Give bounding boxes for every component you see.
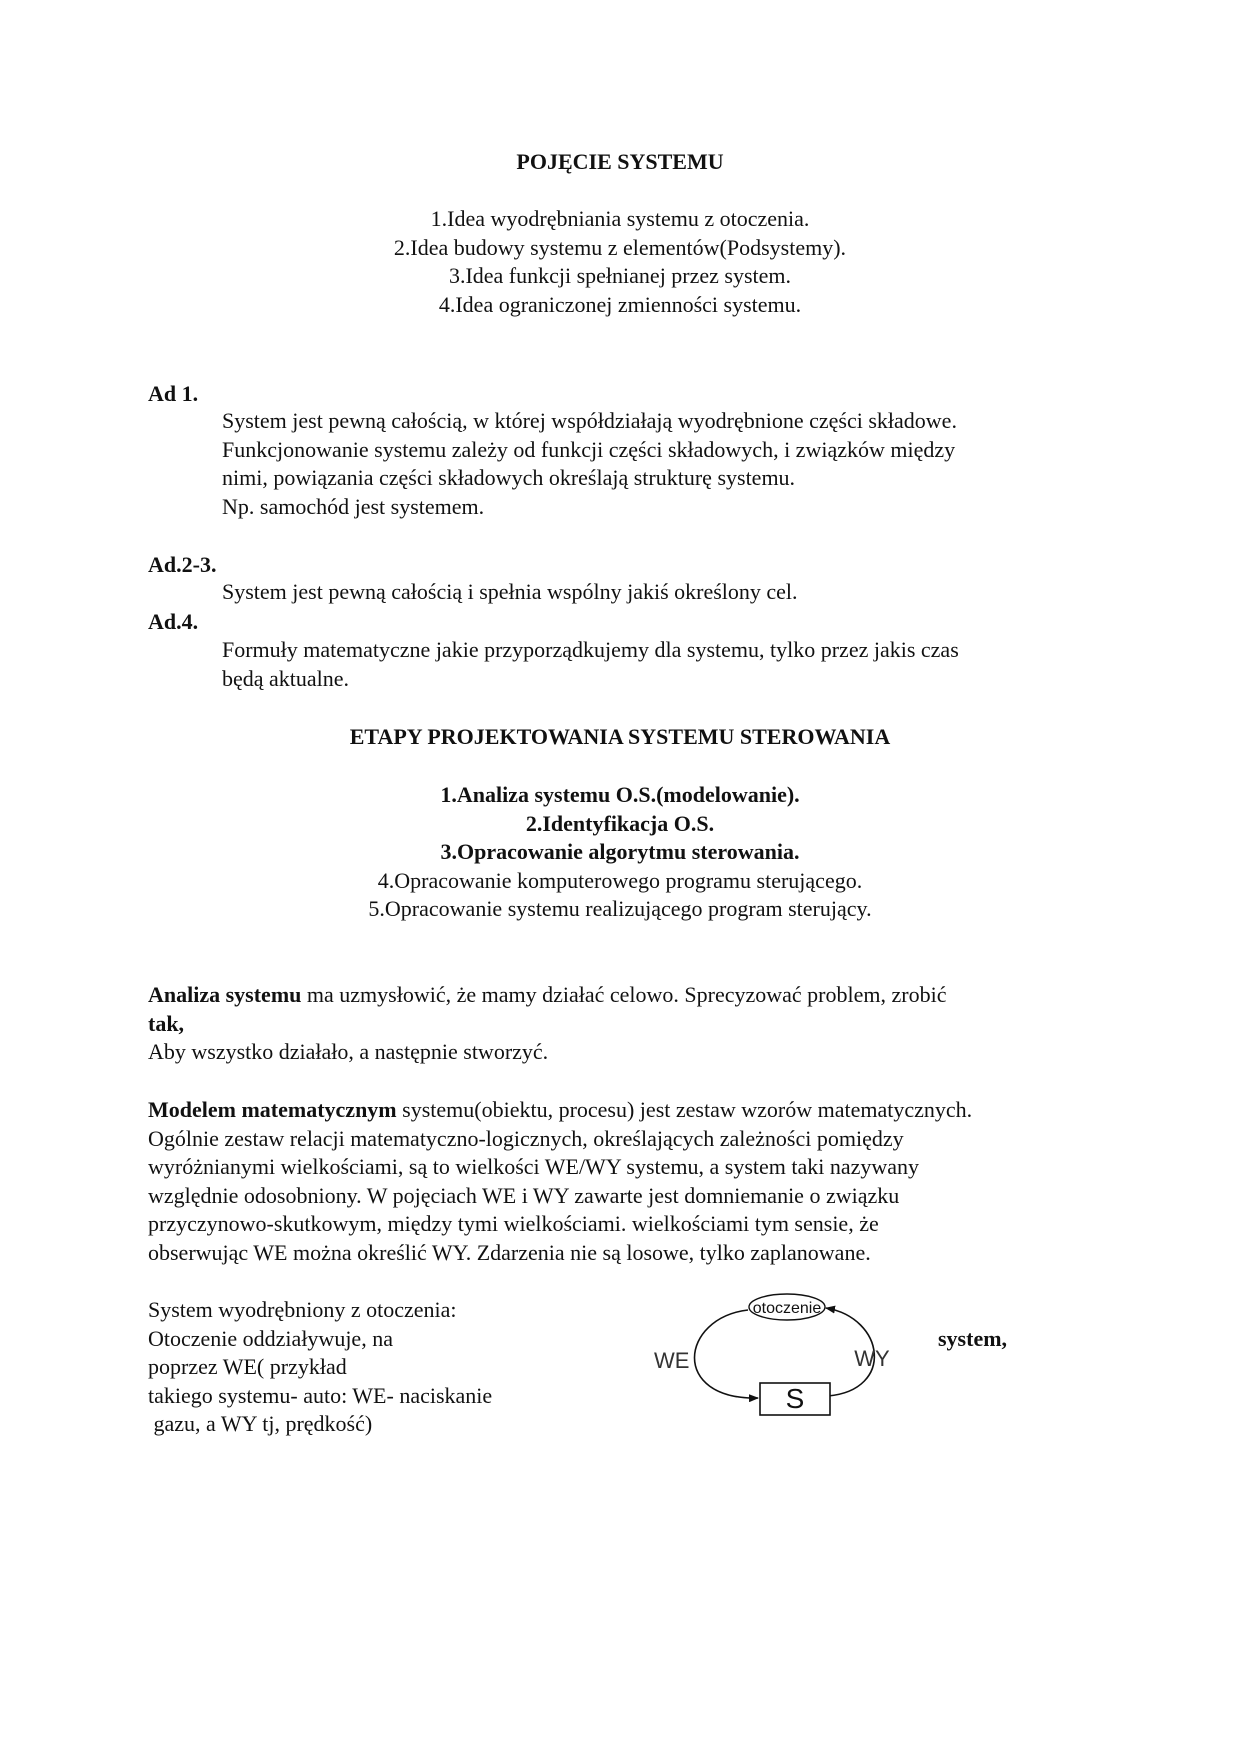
system-environment-diagram	[640, 1290, 890, 1435]
model-term: Modelem matematycznym	[148, 1097, 397, 1122]
analiza-line: Aby wszystko działało, a następnie stworzyć.	[148, 1039, 549, 1064]
etap-item: 1.Analiza systemu O.S.(modelowanie).	[440, 782, 800, 807]
etap-item: 3.Opracowanie algorytmu sterowania.	[440, 839, 800, 864]
ad4-paragraph	[222, 636, 959, 693]
idea-item: 3.Idea funkcji spełnianej przez system.	[448, 263, 792, 288]
ad4-line: Formuły matematyczne jakie przyporządkujemy dla systemu, tylko przez jakis czas	[222, 637, 959, 662]
analiza-text: ma uzmysłowić, że mamy działać celowo. Sprecyzować problem, zrobić	[301, 982, 947, 1007]
ad4-heading: Ad.4.	[148, 609, 199, 634]
analiza-line: tak,	[148, 1010, 185, 1036]
description-line: poprzez WE( przykład	[148, 1354, 347, 1379]
description-line: System wyodrębniony z otoczenia:	[148, 1297, 457, 1322]
ad1-line: nimi, powiązania części składowych określają strukturę systemu.	[222, 465, 796, 490]
ad4-line: będą aktualne.	[222, 665, 350, 691]
ad23-paragraph	[222, 578, 798, 607]
etap-item: 4.Opracowanie komputerowego programu sterującego.	[377, 867, 863, 893]
etap-item: 5.Opracowanie systemu realizującego program sterujący.	[368, 896, 872, 921]
ad1-line: Funkcjonowanie systemu zależy od funkcji części składowych, i związków między	[222, 436, 956, 462]
etapy-list	[0, 781, 1240, 924]
analiza-paragraph	[148, 981, 946, 1067]
section-title-pojecie-systemu: POJĘCIE SYSTEMU	[516, 149, 724, 174]
description-line: gazu, a WY tj, prędkość)	[148, 1411, 373, 1436]
model-line: Ogólnie zestaw relacji matematyczno-logicznych, określających zależności pomiędzy	[148, 1125, 904, 1151]
ad1-line: System jest pewną całością, w której współdziałają wyodrębnione części składowe.	[222, 408, 957, 433]
idea-list	[0, 205, 1240, 319]
output-label: WY	[854, 1346, 890, 1371]
environment-label: otoczenie	[752, 1300, 822, 1317]
ad1-line: Np. samochód jest systemem.	[222, 493, 485, 519]
idea-item: 2.Idea budowy systemu z elementów(Podsystemy).	[393, 234, 847, 260]
ad1-paragraph	[222, 407, 957, 521]
ad1-heading: Ad 1.	[148, 381, 199, 406]
model-paragraph	[148, 1096, 972, 1267]
model-line: przyczynowo-skutkowym, między tymi wielkościami. wielkościami tym sensie, że	[148, 1211, 879, 1236]
model-line: wyróżnianymi wielkościami, są to wielkości WE/WY systemu, a system taki nazywany	[148, 1154, 920, 1179]
etap-item: 2.Identyfikacja O.S.	[525, 810, 715, 836]
ad23-line: System jest pewną całością i spełnia wspólny jakiś określony cel.	[222, 579, 798, 604]
description-line: takiego systemu- auto: WE- naciskanie	[148, 1382, 493, 1408]
description-line: Otoczenie oddziaływuje, na	[148, 1325, 393, 1351]
system-label: S	[785, 1383, 805, 1414]
section-title-etapy-projektowania: ETAPY PROJEKTOWANIA SYSTEMU STEROWANIA	[349, 724, 891, 749]
ad23-heading: Ad.2-3.	[148, 552, 217, 577]
input-arrow	[695, 1310, 759, 1398]
input-label: WE	[654, 1348, 690, 1373]
idea-item: 1.Idea wyodrębniania systemu z otoczenia.	[430, 206, 810, 231]
model-line: obserwując WE można określić WY. Zdarzenia nie są losowe, tylko zaplanowane.	[148, 1239, 871, 1265]
system-description	[148, 1296, 492, 1439]
system-word: system,	[938, 1326, 1008, 1351]
model-line: względnie odosobniony. W pojęciach WE i WY zawarte jest domniemanie o związku	[148, 1182, 900, 1208]
model-text: systemu(obiektu, procesu) jest zestaw wzorów matematycznych.	[396, 1097, 973, 1122]
idea-item: 4.Idea ograniczonej zmienności systemu.	[438, 291, 802, 317]
analiza-term: Analiza systemu	[148, 982, 302, 1007]
